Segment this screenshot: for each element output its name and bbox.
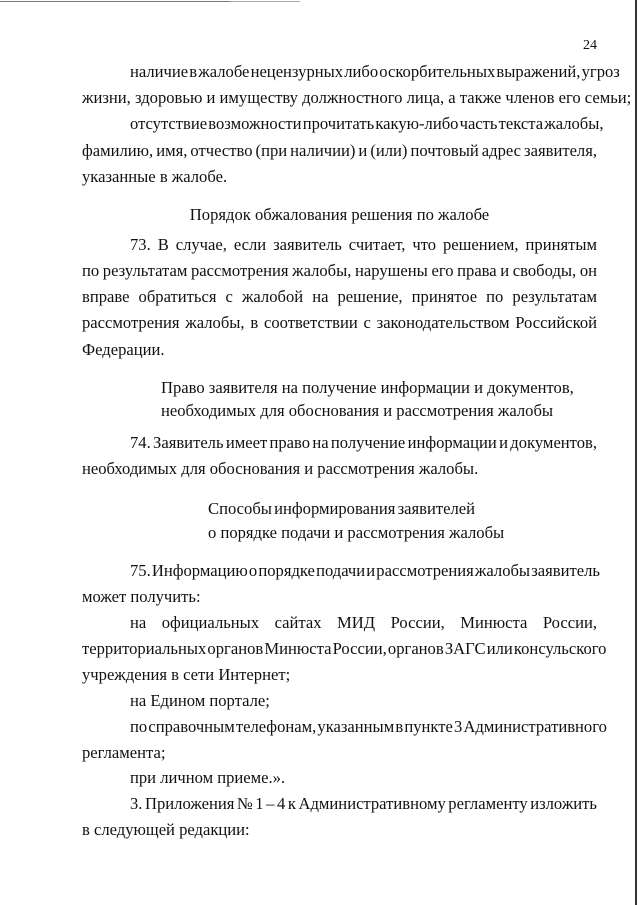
heading-text: Право заявителя на получение информации и документов,	[161, 378, 574, 397]
line-text: на Едином портале;	[130, 691, 270, 710]
line-text: необходимых для обоснования и рассмотрения жалобы.	[82, 459, 479, 478]
line-text: 3. Приложения № 1 – 4 к Административному регламенту изложить	[130, 794, 597, 813]
paragraph-line	[130, 62, 620, 82]
line-text: жизни, здоровью и имуществу должностного лица, а также членов его семьи;	[82, 88, 632, 107]
line-text: по справочным телефонам, указанным в пункте 3 Административного	[130, 717, 607, 736]
paragraph-line	[82, 639, 607, 659]
paragraph-line	[82, 287, 597, 307]
line-text: рассмотрения жалобы, в соответствии с законодательством Российской	[82, 313, 597, 332]
paragraph-line	[130, 235, 597, 255]
line-text: может получить:	[82, 587, 201, 606]
line-text: 74. Заявитель имеет право на получение информации и документов,	[130, 433, 597, 452]
paragraph-line	[82, 459, 597, 479]
paragraph-line	[82, 820, 597, 840]
line-text: указанные в жалобе.	[82, 167, 228, 186]
line-text: территориальных органов Минюста России, органов ЗАГС или консульского	[82, 639, 607, 658]
line-text: фамилию, имя, отчество (при наличии) и (или) почтовый адрес заявителя,	[82, 141, 597, 160]
scan-edge-line	[635, 0, 637, 905]
line-text: 73. В случае, если заявитель считает, что решением, принятым	[130, 235, 597, 254]
page-number: 24	[583, 38, 597, 53]
paragraph-line	[130, 794, 597, 814]
paragraph-line	[82, 141, 597, 161]
section-heading	[82, 205, 597, 225]
paragraph-line	[82, 340, 597, 360]
paragraph-line	[130, 691, 597, 711]
paragraph-line	[130, 433, 597, 453]
paragraph-line	[82, 587, 597, 607]
scan-edge-line	[230, 1, 300, 2]
paragraph-line	[130, 561, 600, 581]
paragraph-line	[82, 743, 597, 763]
paragraph-line	[82, 665, 597, 685]
paragraph-line	[130, 613, 597, 633]
paragraph-line	[82, 313, 597, 333]
heading-text: Способы информирования заявителей	[208, 499, 475, 518]
line-text: по результатам рассмотрения жалобы, нарушены его права и свободы, он	[82, 261, 597, 280]
line-text: наличие в жалобе нецензурных либо оскорбительных выражений, угроз	[130, 62, 620, 81]
line-text: вправе обратиться с жалобой на решение, принятое по результатам	[82, 287, 597, 306]
section-heading	[208, 523, 528, 543]
paragraph-line	[82, 167, 597, 187]
line-text: при личном приеме.».	[130, 768, 286, 787]
section-heading	[161, 401, 581, 421]
line-text: 75. Информацию о порядке подачи и рассмотрения жалобы заявитель	[130, 561, 600, 580]
section-heading	[161, 378, 581, 398]
paragraph-line	[130, 768, 597, 788]
line-text: регламента;	[82, 743, 166, 762]
paragraph-line	[82, 88, 632, 108]
section-heading	[208, 499, 475, 519]
heading-text: о порядке подачи и рассмотрения жалобы	[208, 523, 505, 542]
line-text: в следующей редакции:	[82, 820, 250, 839]
paragraph-line	[130, 717, 607, 737]
line-text: на официальных сайтах МИД России, Минюста России,	[130, 613, 597, 632]
line-text: отсутствие возможности прочитать какую-либо часть текста жалобы,	[130, 114, 604, 133]
line-text: Федерации.	[82, 340, 165, 359]
heading-text: Порядок обжалования решения по жалобе	[189, 205, 490, 224]
paragraph-line	[130, 114, 604, 134]
line-text: учреждения в сети Интернет;	[82, 665, 291, 684]
paragraph-line	[82, 261, 597, 281]
heading-text: необходимых для обоснования и рассмотрения жалобы	[161, 401, 554, 420]
